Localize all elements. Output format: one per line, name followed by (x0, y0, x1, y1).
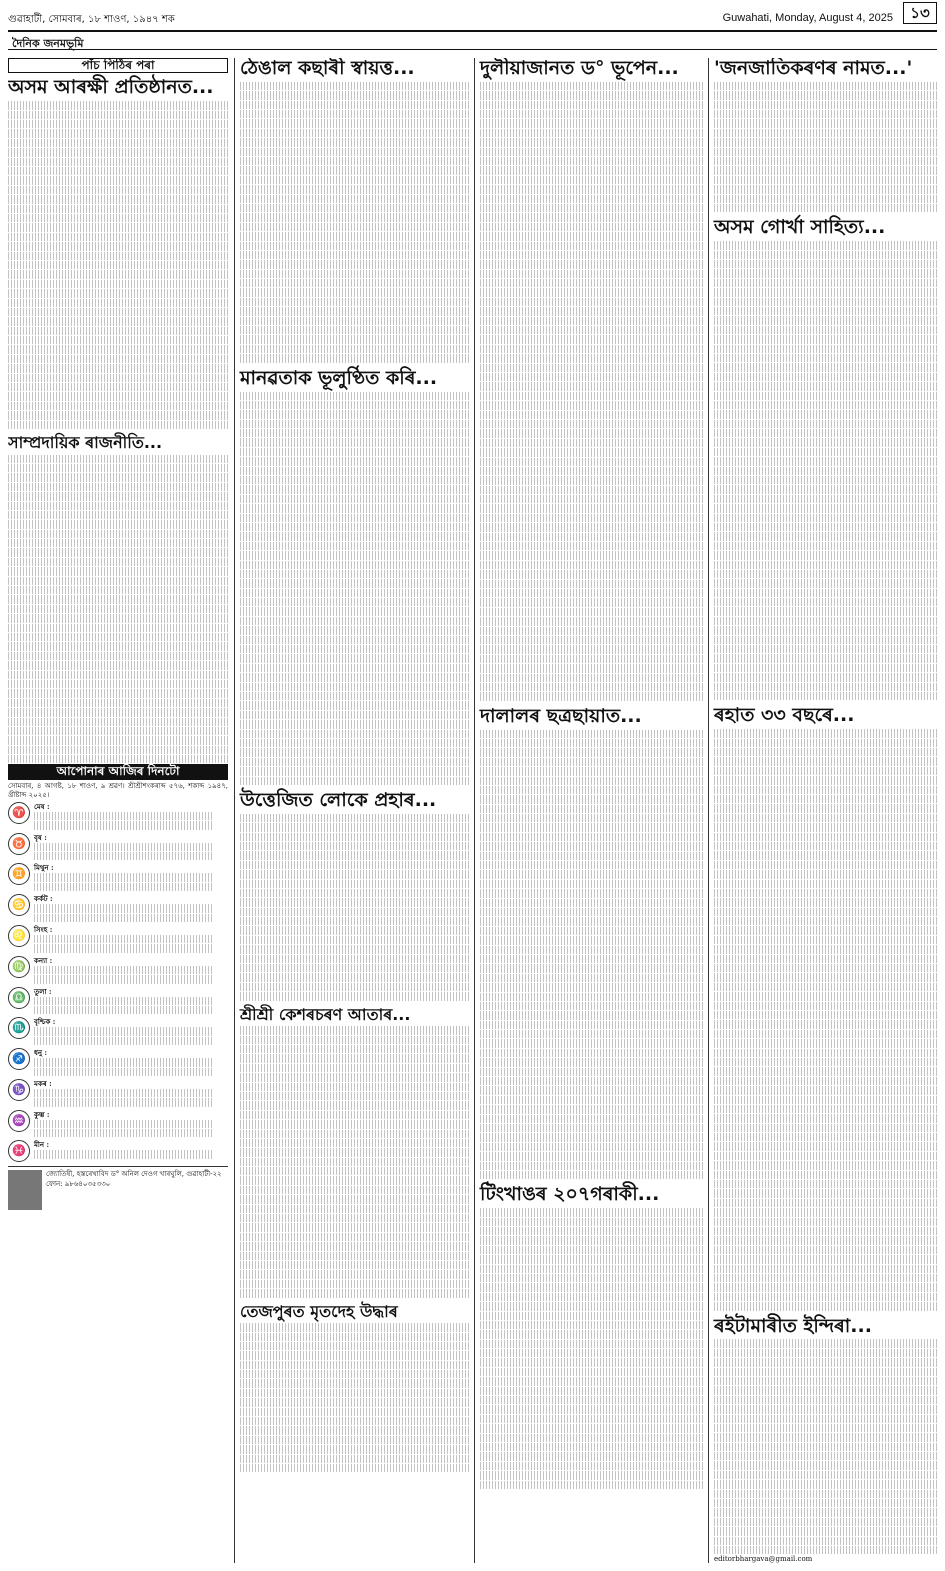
horoscope-list (8, 802, 228, 1163)
headline-keshar: শ্ৰীশ্ৰী কেশৰচৰণ আতাৰ... (240, 1004, 411, 1024)
headline-rahat: ৰহাত ৩৩ বছৰে... (714, 704, 855, 727)
article-body-duliajan (480, 82, 704, 702)
article-body-raitamari (714, 1339, 937, 1563)
headline-tezpur: তেজপুৰত মৃতদেহ উদ্ধাৰ (240, 1301, 398, 1321)
astrologer-photo (8, 1170, 42, 1210)
paper-name: দৈনিক জনমভূমি (12, 37, 84, 50)
article-body-tribal (714, 82, 937, 213)
article-body-broker (480, 730, 704, 1181)
taurus-icon: ♉ (8, 833, 30, 855)
section-label: পাঁচ পিঠিৰ পৰা (8, 58, 228, 73)
headline-raitamari: ৰইটামাৰীত ইন্দিৰা... (714, 1314, 872, 1337)
headline-kachari: ঠেঙাল কছাৰী স্বায়ত্ত... (240, 58, 415, 79)
sign-cancer: ♋ কৰ্কট : (8, 894, 228, 923)
gemini-icon: ♊ (8, 863, 30, 885)
sign-sagittarius: ♐ ধনু : (8, 1048, 228, 1077)
sign-aquarius: ♒ কুম্ভ : (8, 1110, 228, 1139)
article-body-police (8, 101, 228, 430)
sign-leo: ♌ সিংহ : (8, 925, 228, 954)
article-body-keshar (240, 1026, 470, 1298)
article-body-tingkhang (480, 1208, 704, 1490)
capricorn-icon: ♑ (8, 1079, 30, 1101)
headline-police: অসম আৰক্ষী প্ৰতিষ্ঠানত... (8, 76, 214, 99)
sign-gemini: ♊ মিথুন : (8, 863, 228, 892)
column-4 (708, 58, 937, 1563)
headline-gorkha: অসম গোৰ্খা সাহিত্য... (714, 216, 886, 239)
scorpio-icon: ♏ (8, 1017, 30, 1039)
page-header (8, 6, 937, 28)
horoscope-intro: সোমবাৰ, ৪ আগষ্ট, ১৮ শাওণ, ৯ শ্ৰৱণ। শ্ৰীশ্ৰীশংকৰাব্দ ৫৭৬, শকাব্দ ১৯৪৭, খ্ৰীষ্টাব্দ ২০২৫। (8, 781, 228, 799)
aquarius-icon: ♒ (8, 1110, 30, 1132)
editor-email[interactable]: editorbhargava@gmail.com (714, 1555, 813, 1563)
header-date-english: Guwahati, Monday, August 4, 2025 (722, 12, 893, 24)
sign-virgo: ♍ কন্যা : (8, 956, 228, 985)
column-1 (8, 58, 228, 1563)
headline-tribal: 'জনজাতিকৰণৰ নামত...' (714, 58, 913, 79)
libra-icon: ♎ (8, 987, 30, 1009)
article-body-gorkha (714, 241, 937, 701)
article-body-humanity (240, 392, 470, 786)
article-body-assault (240, 814, 470, 1002)
sign-taurus: ♉ বৃষ : (8, 833, 228, 862)
article-body-tezpur (240, 1323, 470, 1473)
astrologer-box (8, 1166, 228, 1210)
leo-icon: ♌ (8, 925, 30, 947)
headline-humanity: মানৱতাক ভূলুণ্ঠিত কৰি... (240, 366, 438, 389)
column-3 (474, 58, 704, 1563)
headline-duliajan: দুলীয়াজানত ড° ভূপেন... (480, 58, 679, 79)
horoscope-title: আপোনাৰ আজিৰ দিনটো (8, 764, 228, 779)
sign-capricorn: ♑ মকৰ : (8, 1079, 228, 1108)
sign-pisces: ♓ মীন : (8, 1140, 228, 1162)
astrologer-name: জ্যোতিষী, হস্তৰেখাবিদ ড° অনিল দেওগ খাৰঘুলি, গুৱাহাটী-২২ (46, 1170, 222, 1179)
sagittarius-icon: ♐ (8, 1048, 30, 1070)
header-date-assamese: গুৱাহাটী, সোমবাৰ, ১৮ শাওণ, ১৯৪৭ শক (8, 14, 175, 25)
headline-broker: দালালৰ ছত্ৰছায়াত... (480, 704, 642, 727)
sign-aries: ♈ মেষ : (8, 802, 228, 831)
column-2 (234, 58, 470, 1563)
page-number: ১৩ (903, 2, 937, 24)
cancer-icon: ♋ (8, 894, 30, 916)
virgo-icon: ♍ (8, 956, 30, 978)
astrologer-phone: ফোন: ৯৮৬৪০৩৫৩৩০ (46, 1179, 111, 1188)
aries-icon: ♈ (8, 802, 30, 824)
article-body-rahat (714, 729, 937, 1311)
article-body-politics (8, 455, 228, 765)
headline-assault: উত্তেজিত লোকে প্ৰহাৰ... (240, 788, 437, 811)
pisces-icon: ♓ (8, 1140, 30, 1162)
headline-tingkhang: টিংখাঙৰ ২০৭গৰাকী... (480, 1183, 660, 1206)
article-body-kachari (240, 82, 470, 364)
headline-politics: সাম্প্ৰদায়িক ৰাজনীতি... (8, 432, 163, 452)
masthead (8, 30, 937, 50)
sign-libra: ♎ তুলা : (8, 987, 228, 1016)
sign-scorpio: ♏ বৃশ্চিক : (8, 1017, 228, 1046)
